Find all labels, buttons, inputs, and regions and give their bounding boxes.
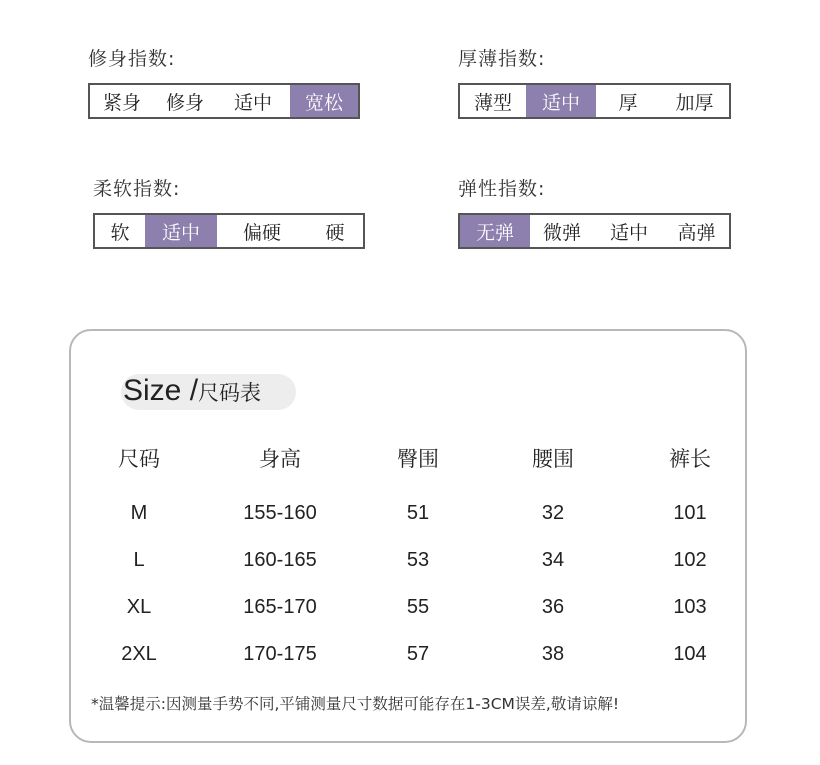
size-chart-card	[69, 329, 747, 743]
table-row	[71, 493, 745, 533]
header-size: 尺码	[118, 447, 160, 471]
softness-option-hard: 硬	[325, 221, 345, 244]
fit-option-regular: 适中	[233, 91, 272, 114]
softness-index	[93, 174, 365, 249]
hip-cell: 57	[406, 643, 430, 665]
height-cell: 160-165	[243, 549, 317, 571]
softness-option-medium: 适中	[145, 215, 217, 247]
softness-option-soft: 软	[110, 221, 130, 244]
header-length: 裤长	[669, 447, 711, 471]
length-cell: 103	[673, 596, 707, 618]
thickness-option-medium: 适中	[526, 85, 596, 117]
fit-index-title: 修身指数:	[88, 48, 176, 70]
thickness-option-extra-thick: 加厚	[675, 91, 714, 114]
fit-option-slim: 修身	[165, 91, 204, 114]
hip-cell: 53	[406, 549, 430, 571]
thickness-scale	[458, 83, 731, 119]
elasticity-option-medium: 适中	[609, 221, 648, 244]
softness-index-title: 柔软指数:	[93, 178, 181, 200]
size-cell: 2XL	[121, 643, 157, 665]
hip-cell: 51	[406, 502, 430, 524]
elasticity-option-slight: 微弹	[542, 221, 581, 244]
elasticity-index-title: 弹性指数:	[458, 178, 546, 200]
header-hip: 臀围	[397, 447, 439, 471]
table-row	[71, 540, 745, 580]
table-row	[71, 634, 745, 674]
fit-option-loose: 宽松	[290, 85, 358, 117]
size-table-header	[71, 439, 745, 479]
waist-cell: 38	[541, 643, 565, 665]
measurement-note: *温馨提示:因测量手势不同,平铺测量尺寸数据可能存在1-3CM误差,敬请谅解!	[91, 695, 620, 713]
size-title-main: Size /	[123, 374, 199, 407]
length-cell: 102	[673, 549, 707, 571]
fit-option-tight: 紧身	[102, 91, 141, 114]
thickness-option-thin: 薄型	[473, 91, 512, 114]
length-cell: 101	[673, 502, 707, 524]
fit-index	[88, 44, 360, 119]
height-cell: 165-170	[243, 596, 317, 618]
thickness-option-thick: 厚	[618, 91, 638, 114]
waist-cell: 32	[541, 502, 565, 524]
elasticity-option-none: 无弹	[460, 215, 530, 247]
height-cell: 155-160	[243, 502, 317, 524]
size-cell: XL	[126, 596, 152, 618]
header-height: 身高	[259, 447, 301, 471]
waist-cell: 36	[541, 596, 565, 618]
fit-scale	[88, 83, 360, 119]
size-cell: M	[130, 502, 148, 524]
hip-cell: 55	[406, 596, 430, 618]
size-cell: L	[133, 549, 145, 571]
thickness-index-title: 厚薄指数:	[458, 48, 546, 70]
elasticity-option-high: 高弹	[677, 221, 716, 244]
size-title-sub: 尺码表	[198, 381, 262, 405]
elasticity-index	[458, 174, 731, 249]
length-cell: 104	[673, 643, 707, 665]
softness-scale	[93, 213, 365, 249]
header-waist: 腰围	[532, 447, 574, 471]
size-chart-title	[123, 371, 261, 415]
thickness-index	[458, 44, 731, 119]
table-row	[71, 587, 745, 627]
elasticity-scale	[458, 213, 731, 249]
softness-option-firm: 偏硬	[242, 221, 281, 244]
waist-cell: 34	[541, 549, 565, 571]
height-cell: 170-175	[243, 643, 317, 665]
